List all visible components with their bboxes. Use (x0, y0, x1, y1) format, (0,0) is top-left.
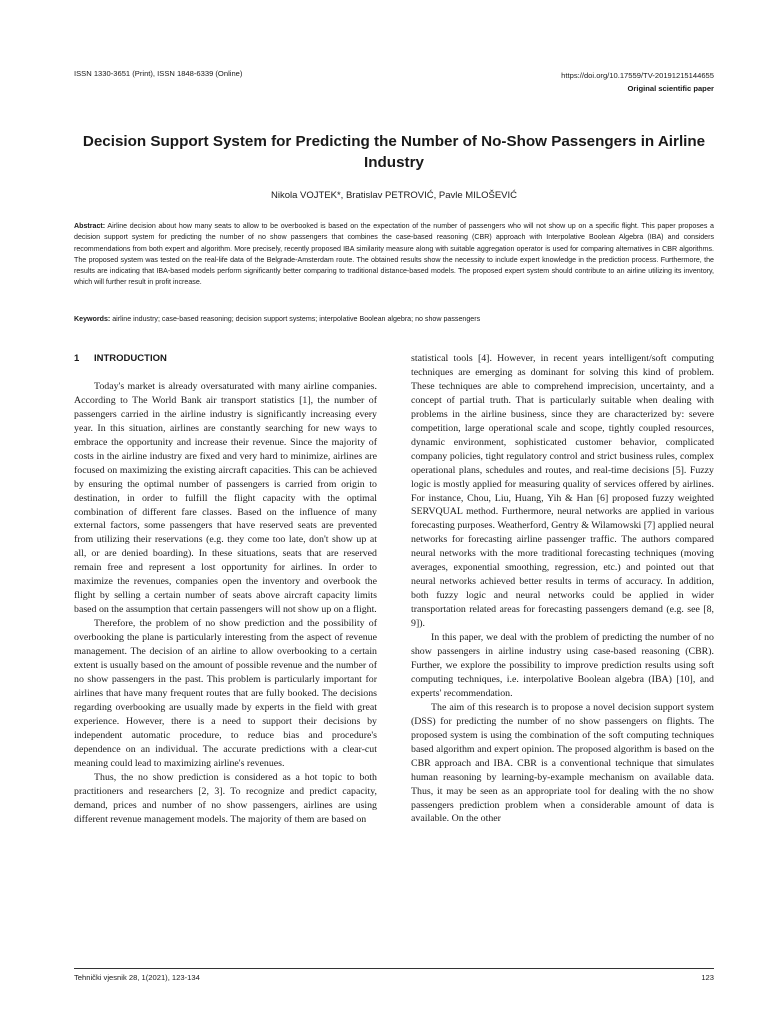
doi-link[interactable]: https://doi.org/10.17559/TV-20191215144655 (561, 71, 714, 80)
keywords-text: airline industry; case-based reasoning; decision support systems; interpolative Boolean algebra; no show passengers (110, 315, 481, 323)
paragraph: Today's market is already oversaturated with many airline companies. According to The World Bank air transport statistics [1], the number of passengers carried in the airline industry is significantly increasing every year. In this situation, airlines are constantly searching for new ways to embrace the opportunity and increase their revenue. Since the majority of costs in the airline industry are fixed and very hard to minimize, airlines are focused on maximizing the existing aircraft capacities. This can be achieved by ensuring the optimal number of passengers is carried from origin to destination, in order to fulfill the flight capacity with the optimal combination of different fare classes. Based on the influence of many external factors, some passengers that have reserved seats are prevented from utilizing their reservations (e.g. they come too late, don't show up at all, or are denied boarding). In these situations, seats that are reserved remain free and represent a lost opportunity for airlines. In order to maximize the revenues, companies open the inventory and overbook the flight by selling a certain number of seats above aircraft capacity limits based on the assumption that certain passengers will not show up on a flight. (74, 380, 377, 616)
paragraph: In this paper, we deal with the problem of predicting the number of no show passengers in airline industry using case-based reasoning (CBR). Further, we explore the possibility to improve prediction results using soft computing techniques, i.e. interpolative Boolean algebra (IBA) [10], and experts' recommendation. (411, 632, 714, 699)
section-heading (74, 352, 377, 366)
paper-type: Original scientific paper (627, 84, 714, 93)
paragraph: statistical tools [4]. However, in recent years intelligent/soft computing techniques are emerging as dominant for solving this kind of problem. These techniques are able to comprehend imprecision, uncertainty, and a concept of partial truth. That is particularly suitable when dealing with problems in the airline business, since they are characterized by: severe competition, large operational scale and scope, tightly coupled resources, dynamic environment, sophisticated customer behavior, complicated company policies, tight regulatory control and strict business rules, complex operational plans, schedules and routes, and real-time decisions [5]. Fuzzy logic is mostly applied for measuring quality of services offered by airlines. For instance, Chou, Liu, Huang, Yih & Han [6] proposed fuzzy weighted SERVQUAL method. Furthermore, neural networks are applied in various forecasting purposes. Weatherford, Gentry & Wilamowski [7] applied neural networks for forecasting airline passenger traffic. The authors compared neural networks with the more traditional forecasting techniques (moving averages, exponential smoothing, regression, etc.) and pointed out that neural networks achieved better results in terms of accuracy. In addition, both fuzzy logic and neural networks could be applied in wider transportation related areas for forecasting passengers demand (e.g. see [8, 9]). (411, 353, 714, 630)
author-list: Nikola VOJTEK*, Bratislav PETROVIĆ, Pavle MILOŠEVIĆ (270, 190, 517, 201)
left-column (74, 352, 377, 826)
paragraph: Thus, the no show prediction is considered as a hot topic to both practitioners and researchers [2, 3]. To recognize and predict capacity, demand, prices and number of no show passengers, airlines are using different revenue management models. The majority of them are based on (74, 771, 377, 825)
section-title: INTRODUCTION (94, 353, 167, 364)
keywords (74, 315, 714, 323)
section-number: 1 (74, 353, 80, 364)
keywords-label: Keywords: (74, 315, 111, 323)
footer-rule (74, 968, 714, 969)
header-right (561, 69, 714, 95)
paragraph: The aim of this research is to propose a novel decision support system (DSS) for predicting the number of no show passengers on flights. The proposed system is using the combination of the soft computing techniques based algorithm and expert opinion. The proposed algorithm is based on the CBR approach and IBA. CBR is a conventional technique that simulates human reasoning by learning-by-example mechanism on available data. Thus, it may be seen as an appropriate tool for dealing with the no show passengers prediction problem when a considerable amount of data is available. On the other (411, 701, 714, 825)
paper-title: Decision Support System for Predicting the Number of No-Show Passengers in Airline Industry (82, 133, 706, 171)
paragraph: Therefore, the problem of no show prediction and the possibility of overbooking the plane is particularly interesting from the aspect of revenue management. The decision of an airline to allow overbooking to a certain extent is usually based on the amount of possible revenue and the number of no show passengers in the past. This problem is particularly important for airlines that have many frequent routes that are fully booked. The decisions regarding overbooking are usually made by experts in the field with great experience. However, there is a need to support their decisions by independent automatic procedure, to reduce bias and procedure's dependence on an individual. The accurate predictions with a clear-cut meaning could lead to maximizing airline's revenues. (74, 618, 377, 769)
issn-header: ISSN 1330-3651 (Print), ISSN 1848-6339 (Online) (74, 69, 243, 78)
journal-citation: Tehnički vjesnik 28, 1(2021), 123-134 (74, 973, 200, 982)
abstract-label: Abstract: (74, 222, 106, 230)
page-number: 123 (701, 973, 714, 982)
abstract-text: Airline decision about how many seats to allow to be overbooked is based on the expectation of the number of passengers who will not show up on a specific flight. This paper proposes a decision support system for predicting the number of no show passengers that combines the case-based reasoning (CBR) approach with Interpolative Boolean Algebra (IBA) and considers recommendations from both expert and algorithm. More precisely, recently proposed IBA similarity measure along with suitable aggregation operator is used for comparing alternatives in CBR algorithms. The proposed system was tested on the real-life data of the Belgrade-Amsterdam route. The obtained results show the necessity to include expert knowledge in the prediction process. Furthermore, the results are indicating that IBA-based models perform significantly better comparing to traditional distance-based models. The proposed expert system should contribute to an airline utilizing its inventory, which will further result in profit increase. (74, 222, 714, 287)
right-column (411, 352, 714, 826)
abstract (74, 221, 714, 289)
